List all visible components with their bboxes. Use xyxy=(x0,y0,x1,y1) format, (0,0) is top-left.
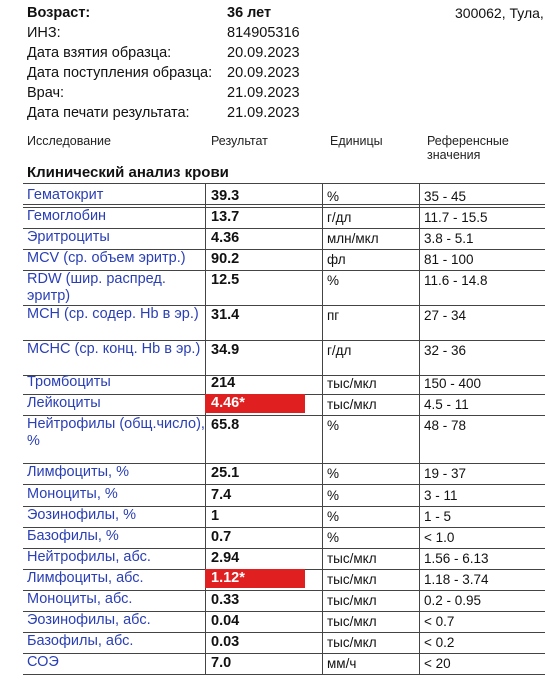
unit: фл xyxy=(327,252,346,267)
unit: тыс/мкл xyxy=(327,551,377,566)
table-divider xyxy=(23,674,545,675)
table-row xyxy=(0,249,545,269)
reference-range: 1.18 - 3.74 xyxy=(424,572,489,587)
unit: млн/мкл xyxy=(327,231,379,246)
unit: тыс/мкл xyxy=(327,376,377,391)
result-value-abnormal: 4.46* xyxy=(205,394,305,413)
meta-row-print-date xyxy=(27,102,545,124)
table-row xyxy=(0,590,545,610)
result-value: 0.03 xyxy=(211,634,240,650)
result-value: 39.3 xyxy=(211,188,240,204)
test-name: Эозинофилы, % xyxy=(27,507,137,523)
test-name: Эозинофилы, абс. xyxy=(27,612,151,628)
test-name: Нейтрофилы, абс. xyxy=(27,549,151,565)
reference-range: 27 - 34 xyxy=(424,308,467,323)
test-name: Лимфоциты, абс. xyxy=(27,570,144,586)
meta-label: Дата взятия образца: xyxy=(27,45,172,61)
table-row xyxy=(0,527,545,547)
table-row xyxy=(0,415,545,462)
unit: мм/ч xyxy=(327,656,357,671)
column-header-units: Единицы xyxy=(330,134,383,148)
column-header-reference: Референсные значения xyxy=(427,134,509,162)
test-name: Гематокрит xyxy=(27,187,104,203)
result-value: 2.94 xyxy=(211,550,240,566)
result-value: 0.33 xyxy=(211,592,240,608)
reference-range: < 0.7 xyxy=(424,614,455,629)
meta-label: Дата поступления образца: xyxy=(27,65,213,81)
unit: пг xyxy=(327,308,340,323)
result-value: 13.7 xyxy=(211,209,240,225)
result-value: 34.9 xyxy=(211,342,240,358)
test-name: Лейкоциты xyxy=(27,395,101,411)
unit: г/дл xyxy=(327,343,352,358)
unit: % xyxy=(327,189,340,204)
reference-range: 11.7 - 15.5 xyxy=(424,210,488,225)
meta-value: 21.09.2023 xyxy=(227,105,300,121)
reference-range: 19 - 37 xyxy=(424,466,467,481)
result-value: 7.0 xyxy=(211,655,232,671)
address: 300062, Тула, xyxy=(455,5,544,21)
table-row xyxy=(0,506,545,526)
table-row xyxy=(0,270,545,304)
test-name: Моноциты, абс. xyxy=(27,591,133,607)
table-divider xyxy=(23,183,545,184)
table-row xyxy=(0,207,545,227)
result-value: 31.4 xyxy=(211,307,240,323)
reference-range: 1.56 - 6.13 xyxy=(424,551,489,566)
reference-range: 3 - 11 xyxy=(424,488,458,503)
unit: г/дл xyxy=(327,210,352,225)
test-name: Эритроциты xyxy=(27,229,110,245)
unit: тыс/мкл xyxy=(327,572,377,587)
test-name: СОЭ xyxy=(27,654,59,670)
reference-range: 4.5 - 11 xyxy=(424,397,469,412)
table-row xyxy=(0,611,545,631)
test-name: MCH (ср. содер. Hb в эр.) xyxy=(27,306,199,322)
reference-range: 35 - 45 xyxy=(424,189,467,204)
meta-label: Врач: xyxy=(27,85,65,101)
test-name: Тромбоциты xyxy=(27,374,111,390)
reference-range: 81 - 100 xyxy=(424,252,474,267)
unit: тыс/мкл xyxy=(327,614,377,629)
unit: тыс/мкл xyxy=(327,397,377,412)
meta-value: 21.09.2023 xyxy=(227,85,300,101)
result-value: 214 xyxy=(211,375,236,391)
result-value: 4.36 xyxy=(211,230,240,246)
meta-value: 36 лет xyxy=(227,5,272,21)
column-header-result: Результат xyxy=(211,134,268,148)
meta-row-inz xyxy=(27,22,545,44)
test-name: MCHC (ср. конц. Hb в эр.) xyxy=(27,341,201,357)
meta-value: 20.09.2023 xyxy=(227,65,300,81)
reference-range: < 0.2 xyxy=(424,635,455,650)
table-row xyxy=(0,632,545,652)
table-row xyxy=(0,463,545,483)
result-value: 90.2 xyxy=(211,251,240,267)
test-name: Моноциты, % xyxy=(27,486,118,502)
reference-range: 150 - 400 xyxy=(424,376,482,391)
unit: тыс/мкл xyxy=(327,635,377,650)
result-value: 1 xyxy=(211,508,220,524)
table-row xyxy=(0,305,545,339)
result-value-abnormal: 1.12* xyxy=(205,569,305,588)
reference-range: 1 - 5 xyxy=(424,509,452,524)
reference-range: < 20 xyxy=(424,656,451,671)
test-name: RDW (шир. распред. эритр) xyxy=(27,271,166,304)
test-name: Базофилы, абс. xyxy=(27,633,134,649)
test-name: Гемоглобин xyxy=(27,208,107,224)
table-row xyxy=(0,548,545,568)
result-value: 7.4 xyxy=(211,487,232,503)
meta-row-doctor xyxy=(27,82,545,104)
unit: % xyxy=(327,530,340,545)
table-row xyxy=(0,186,545,206)
table-row xyxy=(0,485,545,505)
table-row xyxy=(0,373,545,393)
unit: % xyxy=(327,488,340,503)
meta-row-age xyxy=(27,2,545,24)
meta-label: Дата печати результата: xyxy=(27,105,190,121)
reference-range: 11.6 - 14.8 xyxy=(424,273,488,288)
result-value: 65.8 xyxy=(211,417,240,433)
reference-range: 0.2 - 0.95 xyxy=(424,593,482,608)
reference-range: < 1.0 xyxy=(424,530,455,545)
unit: % xyxy=(327,418,340,433)
test-name: Базофилы, % xyxy=(27,528,119,544)
result-value: 12.5 xyxy=(211,272,240,288)
unit: тыс/мкл xyxy=(327,593,377,608)
test-name: MCV (ср. объем эритр.) xyxy=(27,250,186,266)
reference-range: 32 - 36 xyxy=(424,343,467,358)
unit: % xyxy=(327,466,340,481)
section-title: Клинический анализ крови xyxy=(27,164,229,181)
table-row xyxy=(0,394,545,414)
table-row xyxy=(0,340,545,374)
table-row xyxy=(0,653,545,673)
test-name: Лимфоциты, % xyxy=(27,464,129,480)
meta-row-received-date xyxy=(27,62,545,84)
test-name: Нейтрофилы (общ.число), % xyxy=(27,416,205,449)
meta-row-sample-date xyxy=(27,42,545,64)
meta-label: Возраст: xyxy=(27,5,91,21)
meta-label: ИНЗ: xyxy=(27,25,61,41)
meta-value: 20.09.2023 xyxy=(227,45,300,61)
reference-range: 48 - 78 xyxy=(424,418,467,433)
reference-range: 3.8 - 5.1 xyxy=(424,231,474,246)
meta-value: 814905316 xyxy=(227,25,300,41)
unit: % xyxy=(327,509,340,524)
table-row xyxy=(0,569,545,589)
result-value: 0.7 xyxy=(211,529,232,545)
unit: % xyxy=(327,273,340,288)
table-row xyxy=(0,228,545,248)
result-value: 0.04 xyxy=(211,613,240,629)
column-header-test: Исследование xyxy=(27,134,111,148)
result-value: 25.1 xyxy=(211,465,240,481)
